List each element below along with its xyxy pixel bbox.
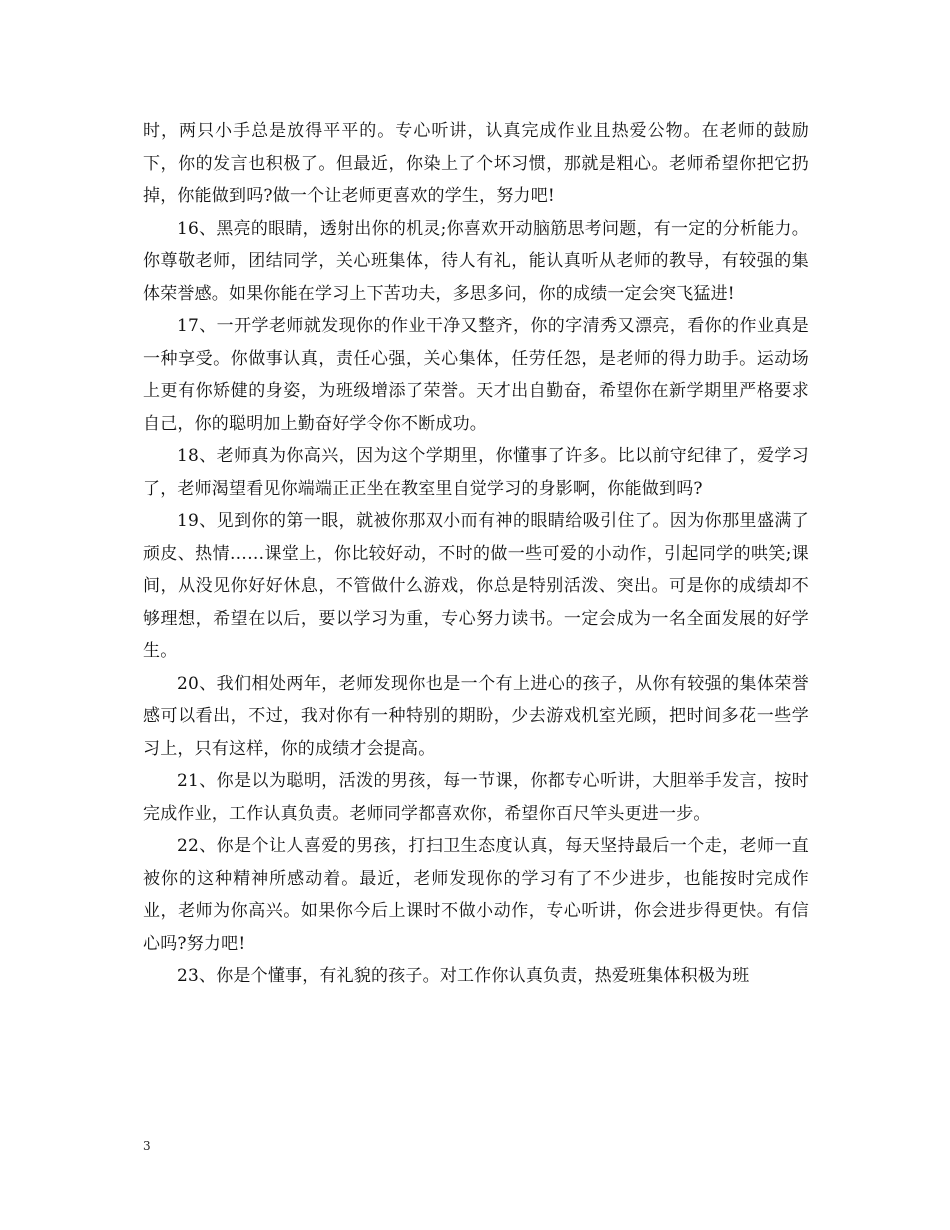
paragraph-comment-17: 17、一开学老师就发现你的作业干净又整齐，你的字清秀又漂亮，看你的作业真是一种享受。你做事认真，责任心强，关心集体，任劳任怨，是老师的得力助手。运动场上更有你矫健的身姿，为班级增添了荣誉。天才出自勤奋，希望你在新学期里严格要求自己，你的聪明加上勤奋好学令你不断成功。 [143,316,809,434]
paragraph-comment-20: 20、我们相处两年，老师发现你也是一个有上进心的孩子，从你有较强的集体荣誉感可以看出，不过，我对你有一种特别的期盼，少去游戏机室光顾，把时间多花一些学习上，只有这样，你的成绩才会提高。 [143,673,809,759]
paragraph-continuation: 时，两只小手总是放得平平的。专心听讲，认真完成作业且热爱公物。在老师的鼓励下，你的发言也积极了。但最近，你染上了个坏习惯，那就是粗心。老师希望你把它扔掉，你能做到吗?做一个让老师更喜欢的学生，努力吧! [143,121,809,206]
paragraph-comment-18: 18、老师真为你高兴，因为这个学期里，你懂事了许多。比以前守纪律了，爱学习了，老师渴望看见你端端正正坐在教室里自觉学习的身影啊，你能做到吗? [143,446,809,499]
page-number: 3 [143,1139,151,1153]
paragraph-comment-19: 19、见到你的第一眼，就被你那双小而有神的眼睛给吸引住了。因为你那里盛满了顽皮、热情……课堂上，你比较好动，不时的做一些可爱的小动作，引起同学的哄笑;课间，从没见你好好休息，不管做什么游戏，你总是特别活泼、突出。可是你的成绩却不够理想，希望在以后，要以学习为重，专心努力读书。一定会成为一名全面发展的好学生。 [143,511,809,661]
paragraph-comment-16: 16、黑亮的眼睛，透射出你的机灵;你喜欢开动脑筋思考问题，有一定的分析能力。你尊敬老师，团结同学，关心班集体，待人有礼，能认真听从老师的教导，有较强的集体荣誉感。如果你能在学习上下苦功夫，多思多问，你的成绩一定会突飞猛进! [143,218,809,304]
document-body [143,115,809,993]
paragraph-comment-22: 22、你是个让人喜爱的男孩，打扫卫生态度认真，每天坚持最后一个走，老师一直被你的这种精神所感动着。最近，老师发现你的学习有了不少进步，也能按时完成作业，老师为你高兴。如果你今后上课时不做小动作，专心听讲，你会进步得更快。有信心吗?努力吧! [143,836,809,954]
paragraph-comment-23: 23、你是个懂事，有礼貌的孩子。对工作你认真负责，热爱班集体积极为班 [177,966,750,986]
paragraph-comment-21: 21、你是以为聪明，活泼的男孩，每一节课，你都专心听讲，大胆举手发言，按时完成作业，工作认真负责。老师同学都喜欢你，希望你百尺竿头更进一步。 [143,771,809,824]
